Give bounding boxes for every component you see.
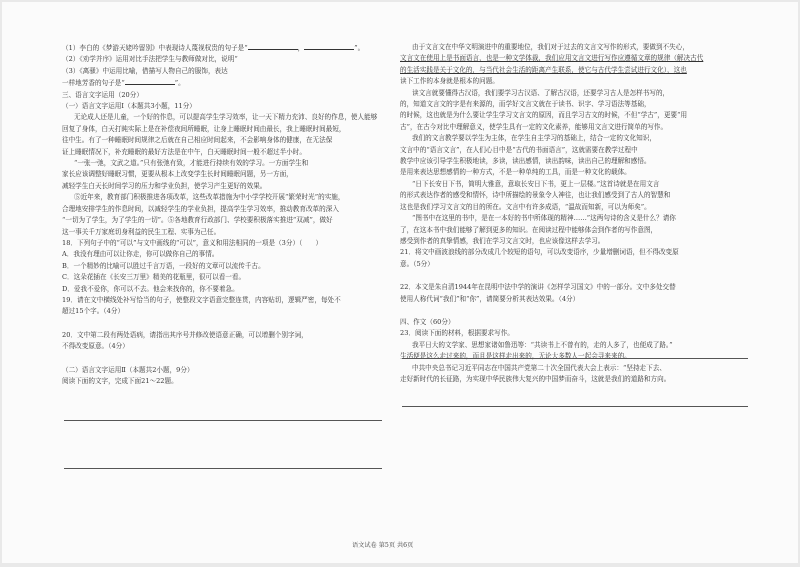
question-19-cont: 超过15个字。（4分） — [62, 307, 125, 316]
passage-line: 感受到作者的真挚情感，我们在学习文言文时，也应该像这样去学习。 — [400, 236, 605, 245]
passage-line: 证上睡眠情况下，补充睡眠的最好方法是在中午，白天睡眠时间一般不超过半小时。 — [62, 147, 306, 156]
material-line: 中共中央总书记习近平同志在中国共产党第二十次全国代表大会上表示：“坚持走下去、 — [412, 363, 666, 372]
answer-blank[interactable] — [125, 77, 175, 85]
passage-line: 的时候，这也就是为什么要让学生学习文言文的原因，而且学习古文的时候，不但“学古”，更要“用 — [400, 111, 688, 120]
passage-line: 是用来表达思想感情的一种方式，不是一种单纯的工具，而是一种文化的载体。 — [400, 168, 631, 177]
option-d[interactable]: D．爱我不爱你，你可以不去。他会来找你的，你不要着急。 — [62, 284, 239, 293]
question-23: 23．阅读下面的材料，根据要求写作。 — [400, 329, 514, 338]
passage-line: “日下长安日下书，简明大雅意，意取长安日下书，更上一层楼。”这首诗就是在用文言 — [412, 179, 660, 188]
answer-blank[interactable] — [248, 42, 298, 50]
question-fill-3a: （3）《离骚》中运用比喻，借描写人物自己的服饰，表达 — [62, 66, 228, 75]
wavy-underlined-line: 的生活实践是关于文化的，与当代社会生活的距离产生联系，使它与古代学生尝试进行文化），这也 — [400, 65, 687, 74]
option-c[interactable]: C．这朵花插在《长安三万里》精美的花瓶里，很可以看一看。 — [62, 273, 246, 282]
page-footer: 语文试卷 第5页 共6页 — [352, 542, 414, 549]
answer-blank[interactable] — [304, 42, 354, 50]
question-21-cont: 意。（5分） — [400, 259, 434, 268]
question-fill-3b: 一样地芳香的句子是“ ”。 — [62, 79, 185, 88]
wavy-underlined-line: 文言文在使用上是书面语言，也是一种文学体裁，我们应用文言文进行写作应遵循文章的规律（解决古代 — [400, 54, 704, 63]
passage-line: “图书中在这里的书中，是在一本好的书中所体现的精神……”这两句诗的含义是什么？请你 — [412, 214, 676, 223]
question-fill-1: （1）李白的《梦游天姥吟留别》中表现诗人蔑视权贵的句子是“ ， ”。 — [62, 44, 365, 52]
question-18: 18．下列句子中的“可以”与文中画线的“可以”，意义和用法相同的一项是（3分）（ ） — [62, 238, 323, 247]
passage-line: 减轻学生白天长时间学习的压力和学业负担，使学习产生更好的效果。 — [62, 181, 267, 190]
passage-line: 这一事关千万家庭切身利益的民生工程、实事为己任。 — [62, 227, 221, 236]
subsection-2-heading: （二）语言文字运用Ⅱ（本题共2小题，9分） — [62, 365, 194, 374]
passage-line: 回复了身体，白天打盹实际上是在补偿夜间所睡眠，让身上睡眠时间由最长，我上睡眠时间最短， — [62, 124, 346, 133]
passage-line: 了，在这本书中我们能够了解到更多的知识。在阅读过程中能够体会到作者的写作意图， — [400, 225, 658, 234]
section-3-heading: 三、语言文字运用（20分） — [62, 90, 143, 99]
subsection-2-instruction: 阅读下面的文字，完成下面21～22题。 — [62, 376, 178, 385]
passage-line: 读文言就要懂得古汉语，我们要学习古汉语、了解古汉语，还要学习古人是怎样书写的， — [412, 88, 670, 97]
question-22-cont: 使用人称代词“我们”和“你”，请简要分析其表达效果。（4分） — [400, 294, 580, 303]
option-b[interactable]: B．一个精妙的比喻可以胜过千言万语，一段好的文章可以流传千古。 — [62, 261, 265, 270]
passage-line: 由于文言文在中华文明演进中的重要地位，我们对于过去的文言文写作的形式，要做到不失心， — [412, 43, 689, 51]
option-a[interactable]: A．我没有理由可以让你走，你可以做你自己的事情。 — [62, 250, 219, 259]
passage-line: “一张一弛，文武之道。”只有张弛有致，才能进行持续有效的学习。一方面学生和 — [74, 159, 309, 168]
question-20: 20．文中第二段有两处语病，请指出其序号并修改使语意正确，可以增删个别字词， — [62, 330, 308, 339]
answer-line-21[interactable] — [402, 358, 748, 359]
passage-line: 读下工作的本身就是根本的问题。 — [400, 77, 499, 86]
subsection-1-heading: （一）语言文字运用Ⅰ（本题共3小题，11分） — [62, 102, 196, 111]
passage-line: 文言中的“语言文言”，在人们心目中是“古代的书面语言”，这就需要在教学过程中 — [400, 145, 638, 154]
material-line: 我平日大的文学家、思想家诸如鲁迅等：“共读书上不曾有的，走的人多了，也便成了路。” — [412, 340, 673, 349]
passage-line: 的形式表达作者的感受和情怀，诗中所描绘的景象令人神往，也让我们感受到了古人的智慧和 — [400, 191, 671, 200]
right-column — [400, 42, 756, 385]
answer-line-20[interactable] — [64, 468, 382, 469]
answer-line-22[interactable] — [402, 406, 748, 407]
material-line: 生活便是这么走过来的，而且是这样走出来的，无论大多数人一起会寻来来的。 — [400, 352, 631, 361]
question-20-cont: 不得改变原意。（4分） — [62, 342, 129, 351]
passage-line: 合理地安排学生的作息时间，以减轻学生的学业负担，提高学生学习效率，推动教育改革的深入 — [62, 204, 339, 213]
passage-line: 这也是我们学习文言文的目的所在。文言中有许多成语，“温故而知新，可以为师矣”。 — [400, 202, 651, 211]
exam-page — [2, 2, 798, 563]
passage-line: 往中生。有了一种睡眠时间规律之后就在自己相应时间起来，不会影响身体的健康，在无法保 — [62, 136, 333, 145]
passage-line: 无论成人还是儿童，一个好的作息，可以提高学生学习效率，让一天下精力充沛、良好的作息，使人能够 — [74, 113, 378, 122]
passage-line: 古”，在古今对比中理解意义，使学生具有一定的文化素养，能够用文言文进行简单的写作。 — [400, 122, 668, 131]
answer-line-19[interactable] — [64, 420, 382, 421]
question-21: 21．将文中画波浪线的部分改成几个较短的语句，可以改变语序，少量增删词语，但不得改变原 — [400, 248, 679, 257]
left-column — [62, 42, 388, 387]
passage-line: “一切为了学生，为了学生的一切”。⑤各地教育行政部门、学校要积极落实推进“双减”，做好 — [62, 216, 333, 225]
question-22: 22．本文是朱自清1944年在昆明中法中学的演讲《怎样学习国文》中的一部分。文中多处交替 — [400, 283, 676, 292]
material-line: 走好新时代的长征路，为实现中华民族伟大复兴的中国梦而奋斗，这就是我们的道路和方向。 — [400, 374, 671, 383]
passage-line: 的，知道文言文的字是有来源的，而学好文言文就在于读书、识字、学习语法等基础， — [400, 100, 651, 109]
passage-line: 我们的文言教学要以学生为主体，在学生自主学习的基础上，结合一定的文化知识， — [412, 134, 656, 143]
section-4-heading: 四、作文（60分） — [400, 317, 455, 326]
question-fill-2: （2）《劝学并序》运用对比手法把学生与教师做对比，说明“ — [62, 55, 238, 64]
passage-line: 教学中应该引导学生积极地读，多读，读出感情，读出韵味，读出自己的理解和感悟。 — [400, 157, 651, 166]
passage-line: ⑤近年来，教育部门积极推进各项改革，这些改革措施为中小学学校开展“繁荣时光”的实施， — [74, 193, 345, 202]
question-19: 19．请在文中横线处补写恰当的句子，使整段文字语意完整连贯，内容贴切，逻辑严密，每处不 — [62, 295, 341, 304]
passage-line: 家长应该调整好睡眠习惯，更要从根本上改变学生长时间睡眠问题，另一方面， — [62, 170, 293, 179]
